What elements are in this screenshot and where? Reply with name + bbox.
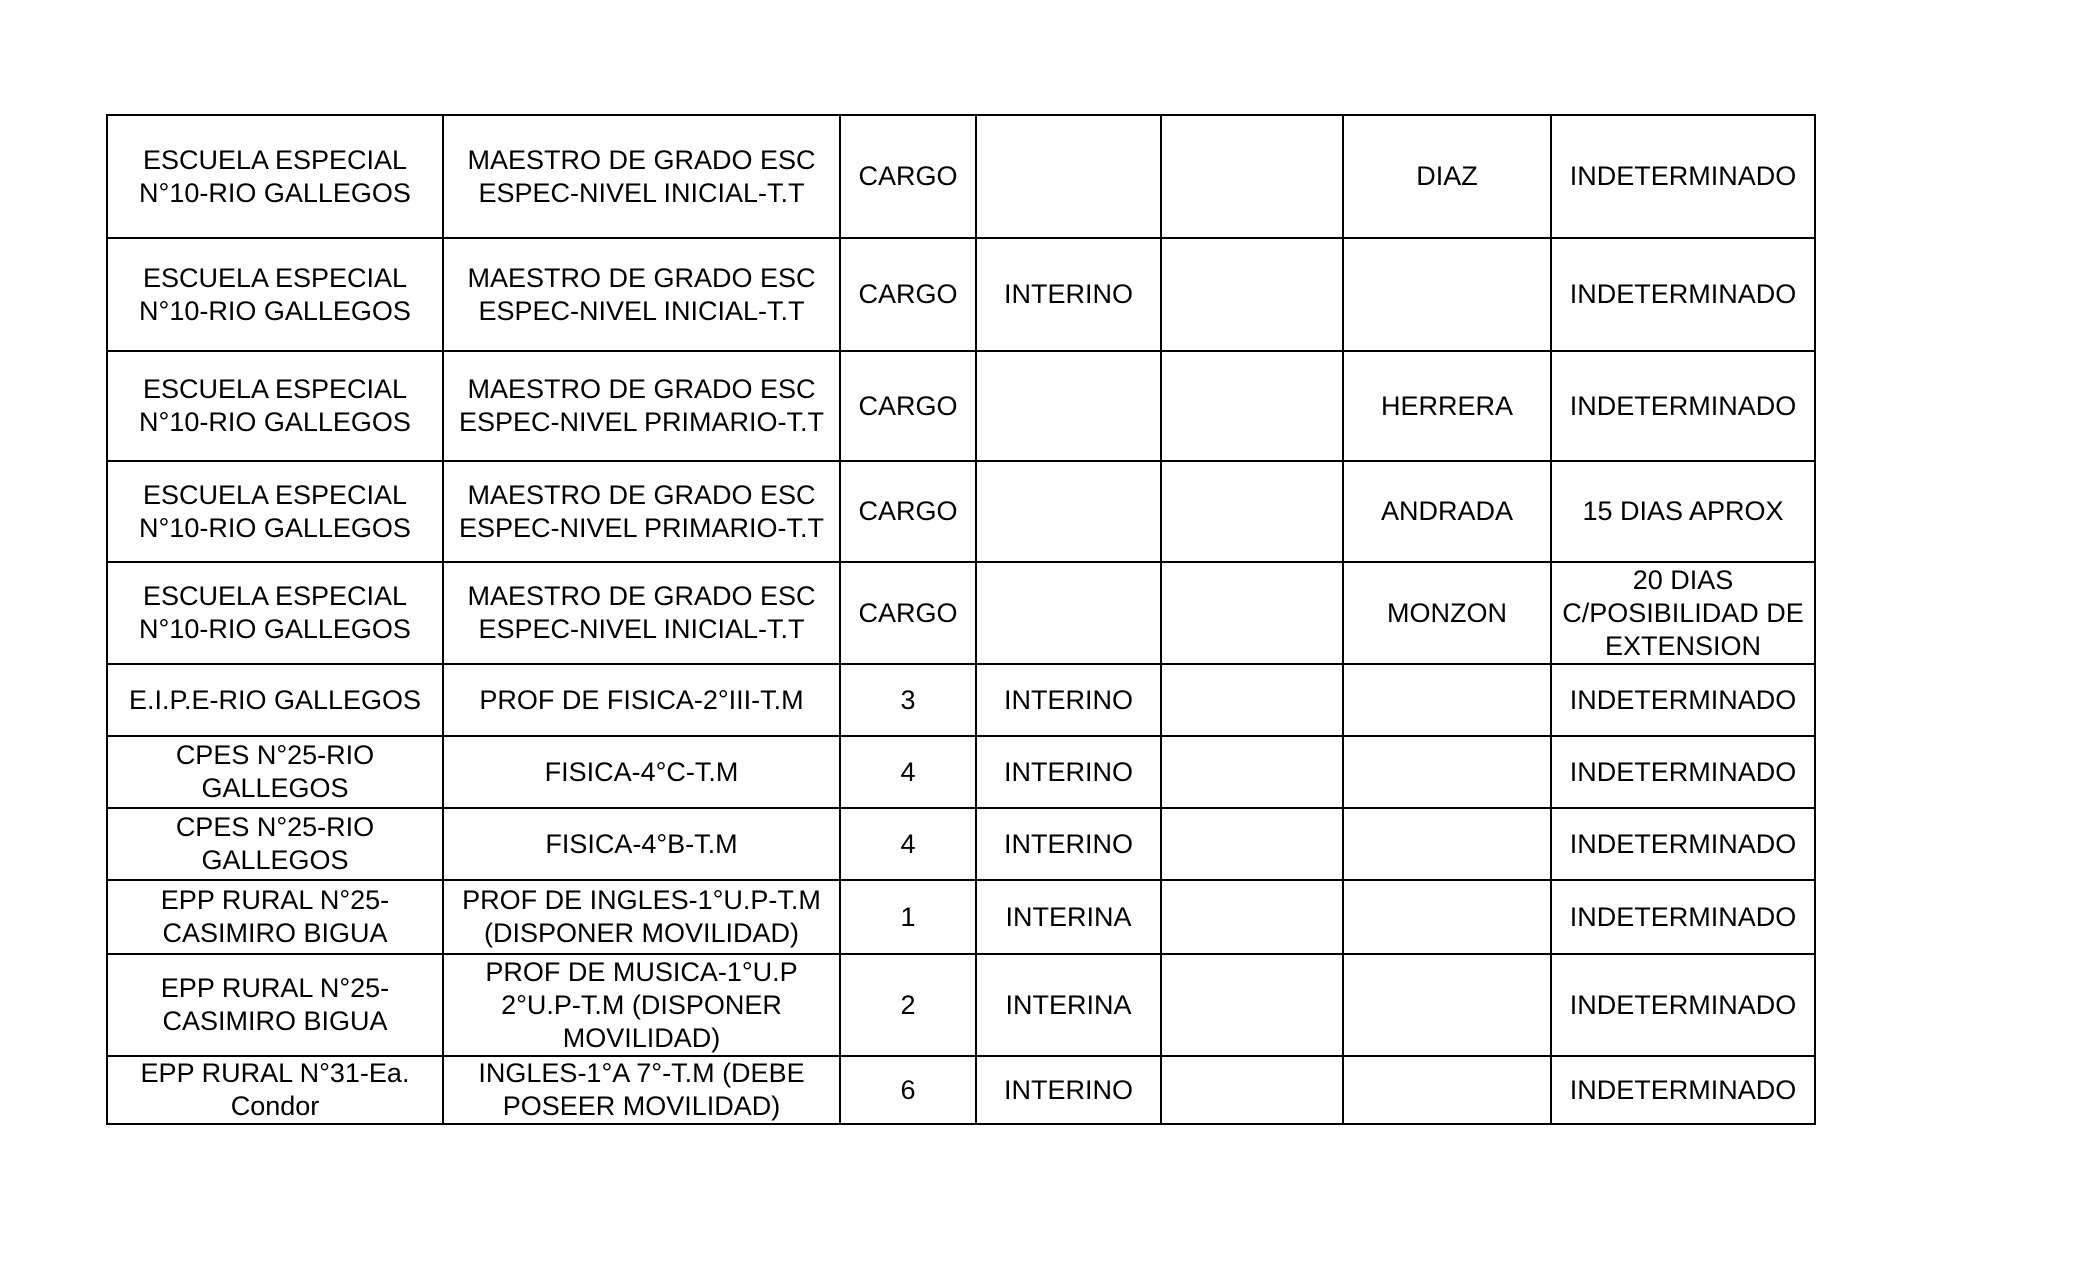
- cell-school: [107, 1056, 443, 1124]
- cell-hours-text: 4: [900, 828, 916, 859]
- cell-extra: [1161, 238, 1343, 351]
- cell-position-text: PROF DE INGLES-1°U.P-T.M (DISPONER MOVILIDAD): [462, 885, 821, 948]
- table-row: [107, 238, 1815, 351]
- cell-position: [443, 562, 840, 664]
- table-row: [107, 562, 1815, 664]
- cell-position-text: PROF DE MUSICA-1°U.P 2°U.P-T.M (DISPONER MOVILIDAD): [485, 956, 798, 1053]
- cell-position-text: PROF DE FISICA-2°III-T.M: [479, 684, 804, 715]
- cell-status: [976, 1056, 1161, 1124]
- cell-extra: [1161, 461, 1343, 562]
- cell-school-text: E.I.P.E-RIO GALLEGOS: [128, 684, 422, 715]
- cell-school-text: EPP RURAL N°25- CASIMIRO BIGUA: [160, 973, 390, 1036]
- cell-school-text: CPES N°25-RIO GALLEGOS: [175, 812, 375, 875]
- cell-position: [443, 880, 840, 954]
- cell-hours: [840, 461, 976, 562]
- cell-position: [443, 1056, 840, 1124]
- table-row: [107, 808, 1815, 880]
- cell-school-text: ESCUELA ESPECIAL N°10-RIO GALLEGOS: [139, 479, 411, 543]
- cell-status-text: INTERINO: [1003, 684, 1133, 715]
- cell-duration-text: INDETERMINADO: [1569, 161, 1797, 191]
- cell-duration-text: INDETERMINADO: [1569, 279, 1797, 309]
- cell-status-text: INTERINO: [1003, 279, 1133, 309]
- cell-hours-text: 3: [900, 684, 916, 715]
- cell-duration-text: INDETERMINADO: [1569, 989, 1797, 1020]
- cell-school-text: CPES N°25-RIO GALLEGOS: [175, 740, 375, 803]
- cell-hours-text: CARGO: [858, 496, 958, 526]
- cell-extra: [1161, 880, 1343, 954]
- cell-status: [976, 808, 1161, 880]
- cell-hours: [840, 238, 976, 351]
- cell-position: [443, 238, 840, 351]
- cell-position-text: MAESTRO DE GRADO ESC ESPEC-NIVEL PRIMARIO-T.T: [458, 374, 825, 437]
- table-row: [107, 880, 1815, 954]
- cell-extra: [1161, 954, 1343, 1056]
- table-row: [107, 351, 1815, 461]
- cell-school: [107, 736, 443, 808]
- cell-hours: [840, 115, 976, 238]
- cell-hours: [840, 808, 976, 880]
- cell-school: [107, 238, 443, 351]
- cell-hours-text: 6: [900, 1074, 916, 1105]
- cell-school-text: ESCUELA ESPECIAL N°10-RIO GALLEGOS: [139, 144, 411, 208]
- cell-status-text: INTERINO: [1003, 828, 1133, 859]
- cell-hours-text: CARGO: [858, 597, 958, 628]
- cell-extra: [1161, 115, 1343, 238]
- cell-extra: [1161, 351, 1343, 461]
- cell-school: [107, 954, 443, 1056]
- cell-replaces: [1343, 880, 1551, 954]
- cell-school-text: EPP RURAL N°31-Ea. Condor: [140, 1058, 410, 1121]
- cell-replaces-text: HERRERA: [1380, 390, 1514, 421]
- cell-position: [443, 808, 840, 880]
- table-row: [107, 1056, 1815, 1124]
- cell-replaces: [1343, 351, 1551, 461]
- cell-duration-text: 15 DIAS APROX: [1582, 496, 1784, 526]
- cell-position-text: MAESTRO DE GRADO ESC ESPEC-NIVEL INICIAL-T.T: [467, 262, 816, 326]
- table-row: [107, 954, 1815, 1056]
- table-row: [107, 664, 1815, 736]
- cell-hours: [840, 880, 976, 954]
- cell-replaces: [1343, 736, 1551, 808]
- cell-duration-text: INDETERMINADO: [1569, 901, 1797, 932]
- cell-position: [443, 461, 840, 562]
- cell-duration: [1551, 562, 1815, 664]
- cell-hours: [840, 954, 976, 1056]
- cell-school: [107, 115, 443, 238]
- cell-position-text: MAESTRO DE GRADO ESC ESPEC-NIVEL INICIAL-T.T: [467, 144, 816, 208]
- cell-school: [107, 461, 443, 562]
- cell-extra: [1161, 664, 1343, 736]
- cell-replaces-text: ANDRADA: [1380, 496, 1514, 526]
- cell-school: [107, 562, 443, 664]
- cell-status-text: INTERINA: [1005, 901, 1132, 932]
- cell-duration-text: 20 DIAS C/POSIBILIDAD DE EXTENSION: [1562, 564, 1804, 661]
- cell-school-text: ESCUELA ESPECIAL N°10-RIO GALLEGOS: [139, 374, 411, 437]
- cell-replaces: [1343, 115, 1551, 238]
- cell-hours-text: 2: [900, 989, 916, 1020]
- cell-duration: [1551, 115, 1815, 238]
- cell-school-text: ESCUELA ESPECIAL N°10-RIO GALLEGOS: [139, 262, 411, 326]
- cell-duration-text: INDETERMINADO: [1569, 756, 1797, 787]
- cell-position: [443, 954, 840, 1056]
- vacancies-table: [106, 114, 1816, 1125]
- cell-hours-text: CARGO: [858, 161, 958, 191]
- cell-replaces: [1343, 238, 1551, 351]
- cell-hours-text: CARGO: [858, 279, 958, 309]
- cell-replaces: [1343, 954, 1551, 1056]
- cell-school: [107, 808, 443, 880]
- cell-duration: [1551, 664, 1815, 736]
- cell-replaces-text: MONZON: [1387, 597, 1507, 628]
- cell-hours-text: 4: [900, 756, 916, 787]
- table-row: [107, 736, 1815, 808]
- cell-replaces: [1343, 808, 1551, 880]
- cell-position-text: MAESTRO DE GRADO ESC ESPEC-NIVEL INICIAL-T.T: [467, 581, 816, 644]
- cell-position: [443, 664, 840, 736]
- cell-position: [443, 736, 840, 808]
- cell-duration: [1551, 880, 1815, 954]
- cell-duration-text: INDETERMINADO: [1569, 390, 1797, 421]
- cell-duration-text: INDETERMINADO: [1569, 828, 1797, 859]
- cell-duration: [1551, 461, 1815, 562]
- cell-position-text: INGLES-1°A 7°-T.M (DEBE POSEER MOVILIDAD): [478, 1058, 805, 1121]
- cell-replaces-text: DIAZ: [1416, 161, 1478, 191]
- cell-status: [976, 238, 1161, 351]
- cell-status: [976, 562, 1161, 664]
- cell-duration-text: INDETERMINADO: [1569, 1074, 1797, 1105]
- table-row: [107, 115, 1815, 238]
- cell-position-text: FISICA-4°C-T.M: [544, 756, 739, 787]
- cell-extra: [1161, 808, 1343, 880]
- cell-status-text: INTERINO: [1003, 1074, 1133, 1105]
- cell-status: [976, 115, 1161, 238]
- cell-status: [976, 664, 1161, 736]
- cell-hours: [840, 664, 976, 736]
- cell-duration-text: INDETERMINADO: [1569, 684, 1797, 715]
- table-body: [107, 115, 1815, 1124]
- cell-hours: [840, 1056, 976, 1124]
- cell-status: [976, 880, 1161, 954]
- cell-school-text: EPP RURAL N°25- CASIMIRO BIGUA: [160, 885, 390, 948]
- cell-hours: [840, 736, 976, 808]
- cell-hours-text: CARGO: [858, 390, 958, 421]
- cell-hours: [840, 351, 976, 461]
- cell-position: [443, 351, 840, 461]
- cell-duration: [1551, 238, 1815, 351]
- cell-school: [107, 880, 443, 954]
- cell-hours-text: 1: [900, 901, 916, 932]
- cell-replaces: [1343, 562, 1551, 664]
- cell-status: [976, 736, 1161, 808]
- cell-position: [443, 115, 840, 238]
- cell-school: [107, 351, 443, 461]
- cell-school-text: ESCUELA ESPECIAL N°10-RIO GALLEGOS: [139, 581, 411, 644]
- cell-replaces: [1343, 461, 1551, 562]
- cell-school: [107, 664, 443, 736]
- cell-status-text: INTERINO: [1003, 756, 1133, 787]
- cell-status: [976, 461, 1161, 562]
- cell-hours: [840, 562, 976, 664]
- cell-duration: [1551, 808, 1815, 880]
- cell-position-text: MAESTRO DE GRADO ESC ESPEC-NIVEL PRIMARIO-T.T: [458, 479, 825, 543]
- cell-position-text: FISICA-4°B-T.M: [545, 828, 738, 859]
- table-row: [107, 461, 1815, 562]
- cell-status: [976, 954, 1161, 1056]
- cell-replaces: [1343, 1056, 1551, 1124]
- cell-extra: [1161, 1056, 1343, 1124]
- cell-replaces: [1343, 664, 1551, 736]
- cell-status: [976, 351, 1161, 461]
- cell-duration: [1551, 1056, 1815, 1124]
- cell-extra: [1161, 562, 1343, 664]
- cell-status-text: INTERINA: [1005, 989, 1132, 1020]
- cell-duration: [1551, 736, 1815, 808]
- cell-extra: [1161, 736, 1343, 808]
- cell-duration: [1551, 954, 1815, 1056]
- cell-duration: [1551, 351, 1815, 461]
